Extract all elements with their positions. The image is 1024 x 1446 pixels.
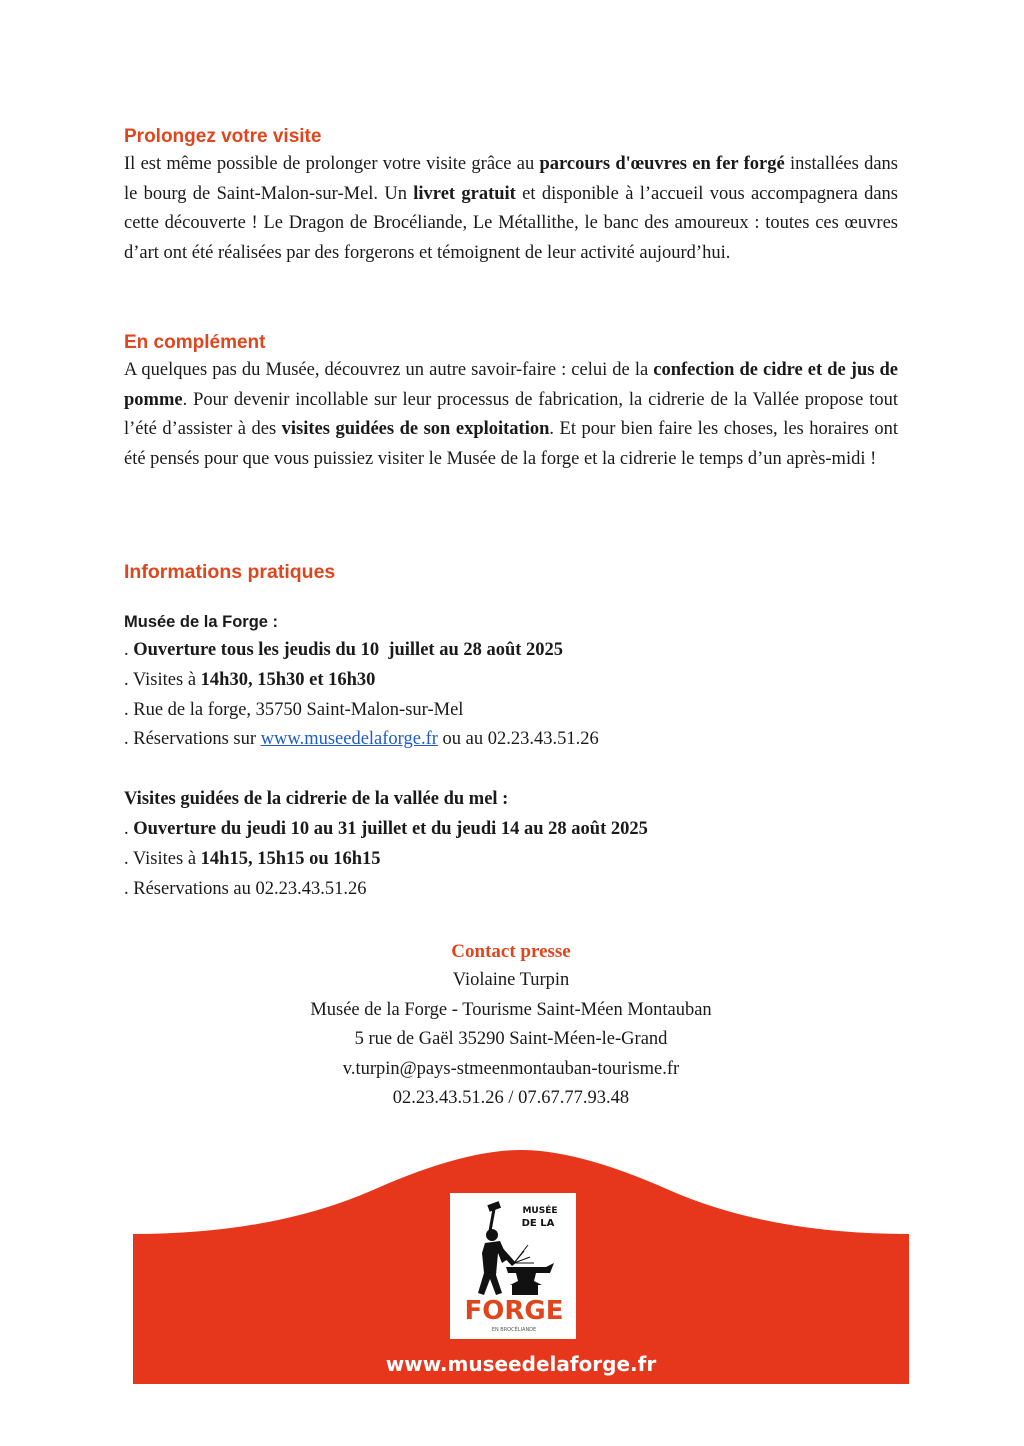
bold-run: livret gratuit	[413, 183, 516, 204]
text-run: . Réservations sur	[124, 729, 261, 750]
bold-run: Visites guidées de la cidrerie de la vallée du mel :	[124, 789, 509, 810]
text-run: installées dans le bourg de Saint-Malon-sur-Mel. Un	[124, 154, 898, 204]
cidrerie-opening	[124, 815, 898, 845]
logo-text-main: FORGE	[464, 1296, 564, 1326]
paragraph-complement	[124, 356, 898, 474]
bold-run: Ouverture tous les jeudis du 10 juillet au 28 août 2025	[133, 640, 564, 660]
text-run: Il est même possible de prolonger votre visite grâce au	[124, 154, 540, 174]
text-run: A quelques pas du Musée, découvrez un autre savoir-faire : celui de la	[124, 360, 654, 380]
musee-visits	[124, 666, 898, 696]
contact-title: Contact presse	[451, 941, 571, 962]
contact-phones: 02.23.43.51.26 / 07.67.77.93.48	[392, 1088, 630, 1109]
text-run: . Visites à	[124, 848, 201, 869]
section-title-complement: En complément	[124, 332, 266, 353]
museum-logo	[450, 1193, 576, 1339]
paragraph-prolongez	[124, 150, 898, 268]
section-title-infos: Informations pratiques	[124, 561, 336, 583]
text-run: . Pour devenir incollable sur leur processus de fabrication, la cidrerie de la Vallée propose tout l’été d’assister à des	[124, 389, 898, 440]
bold-run: parcours d'œuvres en fer forgé	[539, 154, 785, 174]
section-title-prolongez: Prolongez votre visite	[124, 126, 322, 147]
bold-run: Ouverture du jeudi 10 au 31 juillet et du jeudi 14 au 28 août 2025	[133, 818, 648, 839]
text-run: .	[124, 818, 134, 839]
bold-run: 14h30, 15h30 et 16h30	[200, 669, 376, 690]
text-run: . Et pour bien faire les choses, les horaires ont été pensés pour que vous puissiez visiter le Musée de la forge et la cidrerie le temps d’un après-midi !	[124, 419, 898, 469]
bold-run: confection de cidre et de jus de pomme	[124, 360, 899, 410]
contact-block	[124, 937, 898, 1114]
contact-address: 5 rue de Gaël 35290 Saint-Méen-le-Grand	[354, 1029, 668, 1050]
blacksmith-icon	[450, 1193, 576, 1339]
logo-text-mid: DE LA	[521, 1218, 555, 1229]
contact-org: Musée de la Forge - Tourisme Saint-Méen Montauban	[310, 999, 712, 1020]
text-run: .	[124, 640, 134, 660]
contact-name: Violaine Turpin	[452, 970, 570, 990]
logo-text-sub: EN BROCÉLIANDE	[491, 1327, 537, 1333]
cidrerie-reservations: . Réservations au 02.23.43.51.26	[124, 878, 367, 899]
website-link[interactable]: www.museedelaforge.fr	[260, 729, 438, 750]
logo-text-top: MUSÉE	[522, 1206, 558, 1216]
cidrerie-visits	[124, 845, 898, 875]
bold-run: visites guidées de son exploitation	[281, 419, 550, 440]
cidrerie-heading	[124, 785, 898, 815]
musee-reservations	[124, 725, 898, 755]
musee-heading: Musée de la Forge :	[124, 613, 279, 631]
text-run: ou au 02.23.43.51.26	[437, 729, 599, 750]
banner-website[interactable]: www.museedelaforge.fr	[385, 1352, 657, 1376]
text-run: et disponible à l’accueil vous accompagnera dans cette découverte ! Le Dragon de Brocéliande, Le Métallithe, le banc des amoureux : toutes ces œuvres d’art ont été réalisées par des forgerons et témoignent de leur activité aujourd’hui.	[124, 183, 899, 263]
musee-opening	[124, 636, 898, 666]
banner-phone: 02.23.43.51.26	[440, 1384, 602, 1406]
section-infos	[124, 559, 898, 904]
section-prolongez	[124, 124, 898, 268]
musee-address: . Rue de la forge, 35750 Saint-Malon-sur-Mel	[124, 699, 464, 720]
bold-run: 14h15, 15h15 ou 16h15	[200, 848, 381, 869]
text-run: . Visites à	[124, 669, 201, 690]
section-complement	[124, 330, 898, 474]
contact-email[interactable]: v.turpin@pays-stmeenmontauban-tourisme.fr	[342, 1058, 680, 1079]
